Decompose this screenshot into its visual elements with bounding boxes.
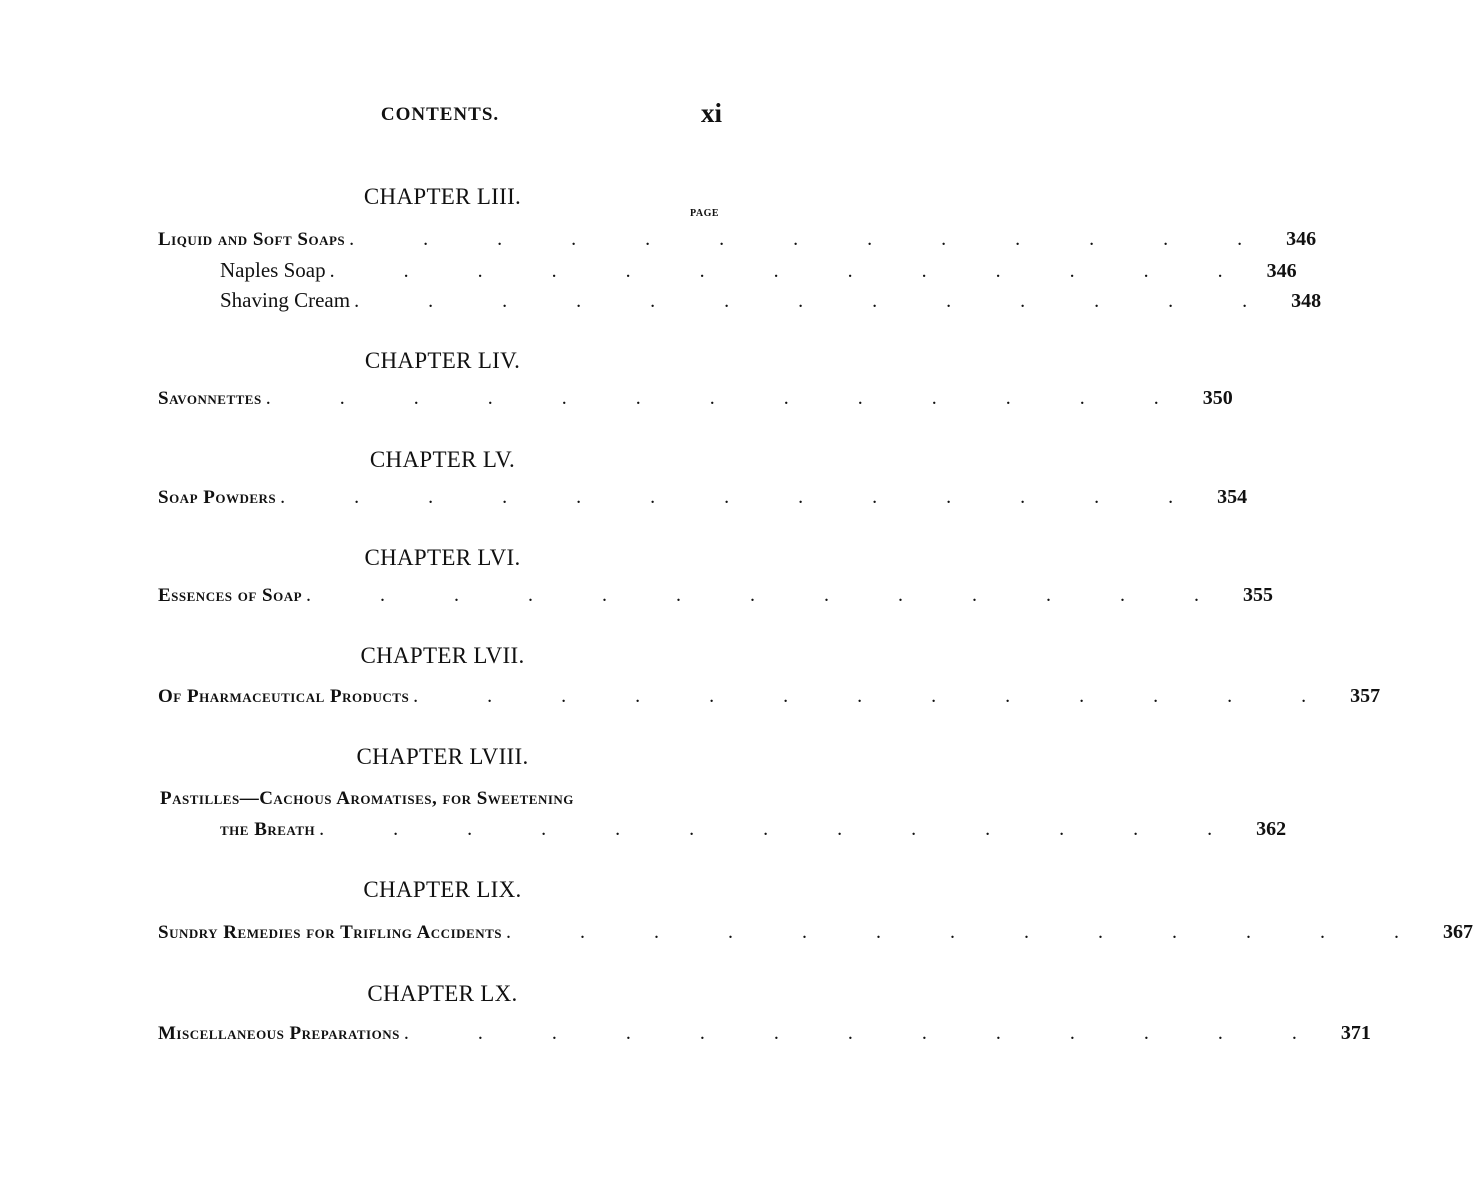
toc-entry-title: Miscellaneous Preparations xyxy=(158,1023,400,1044)
toc-entry-page: 355 xyxy=(1243,584,1274,606)
leader-dots: . . . . . . . . . . . . . xyxy=(265,387,1191,409)
running-title: CONTENTS. xyxy=(380,104,500,125)
toc-entry-page: 371 xyxy=(1340,1022,1371,1044)
chapter-heading-lvii: CHAPTER LVII. xyxy=(360,643,525,668)
toc-entry-title: Of Pharmaceutical Products xyxy=(158,686,410,707)
toc-entry-miscellaneous-preparations[interactable] xyxy=(158,1022,1371,1048)
toc-entry-sundry-remedies[interactable] xyxy=(158,921,1473,947)
page-column-label: PAGE xyxy=(690,208,720,219)
leader-dots: . . . . . . . . . . . . . xyxy=(349,228,1275,250)
toc-entry-page: 367 xyxy=(1442,921,1473,943)
toc-entry-soap-powders[interactable] xyxy=(158,486,1248,512)
leader-dots: . . . . . . . . . . . . . xyxy=(280,486,1206,508)
chapter-heading-lx: CHAPTER LX. xyxy=(367,981,518,1006)
toc-entry-title: Naples Soap xyxy=(220,258,326,282)
toc-entry-naples-soap[interactable] xyxy=(220,258,1297,284)
toc-entry-pastilles-line2[interactable] xyxy=(220,818,1287,844)
toc-entry-pharmaceutical-products[interactable] xyxy=(158,685,1381,711)
leader-dots: . . . . . . . . . . . . . xyxy=(413,685,1339,707)
chapter-heading-liv: CHAPTER LIV. xyxy=(364,348,521,373)
toc-entry-title: Savonnettes xyxy=(158,388,262,409)
toc-entry-title: Sundry Remedies for Trifling Accidents xyxy=(158,922,502,943)
chapter-heading-lviii: CHAPTER LVIII. xyxy=(356,744,529,769)
leader-dots: . . . . . . . . . . . . . xyxy=(329,260,1255,282)
toc-entry-title: Essences of Soap xyxy=(158,585,303,606)
leader-dots: . . . . . . . . . . . . . xyxy=(505,921,1431,943)
chapter-heading-lix: CHAPTER LIX. xyxy=(363,877,522,902)
toc-entry-page: 357 xyxy=(1350,685,1381,707)
toc-entry-essences-of-soap[interactable] xyxy=(158,584,1274,610)
leader-dots: . . . . . . . . . . . . . xyxy=(306,584,1232,606)
toc-entry-title: Shaving Cream xyxy=(220,288,351,312)
page-number: xi xyxy=(701,98,723,128)
toc-entry-page: 346 xyxy=(1266,260,1297,282)
toc-entry-page: 354 xyxy=(1217,486,1248,508)
chapter-heading-liii: CHAPTER LIII. xyxy=(363,184,522,209)
toc-entry-title: Liquid and Soft Soaps xyxy=(158,229,346,250)
leader-dots: . . . . . . . . . . . . . xyxy=(319,818,1245,840)
toc-entry-page: 346 xyxy=(1286,228,1317,250)
toc-entry-page: 348 xyxy=(1291,290,1322,312)
leader-dots: . . . . . . . . . . . . . xyxy=(403,1022,1329,1044)
chapter-heading-lv: CHAPTER LV. xyxy=(369,447,516,472)
chapter-heading-lvi: CHAPTER LVI. xyxy=(364,545,521,570)
toc-entry-page: 350 xyxy=(1202,387,1233,409)
toc-entry-savonnettes[interactable] xyxy=(158,387,1233,413)
leader-dots: . . . . . . . . . . . . . xyxy=(354,290,1280,312)
toc-entry-title: the Breath xyxy=(220,819,316,840)
toc-entry-page: 362 xyxy=(1256,818,1287,840)
toc-entry-title: Soap Powders xyxy=(158,487,277,508)
toc-entry-pastilles-line1[interactable]: Pastilles—Cachous Aromatises, for Sweetening xyxy=(160,788,574,809)
toc-entry-shaving-cream[interactable] xyxy=(220,288,1322,314)
toc-entry-liquid-and-soft-soaps[interactable] xyxy=(158,228,1317,254)
